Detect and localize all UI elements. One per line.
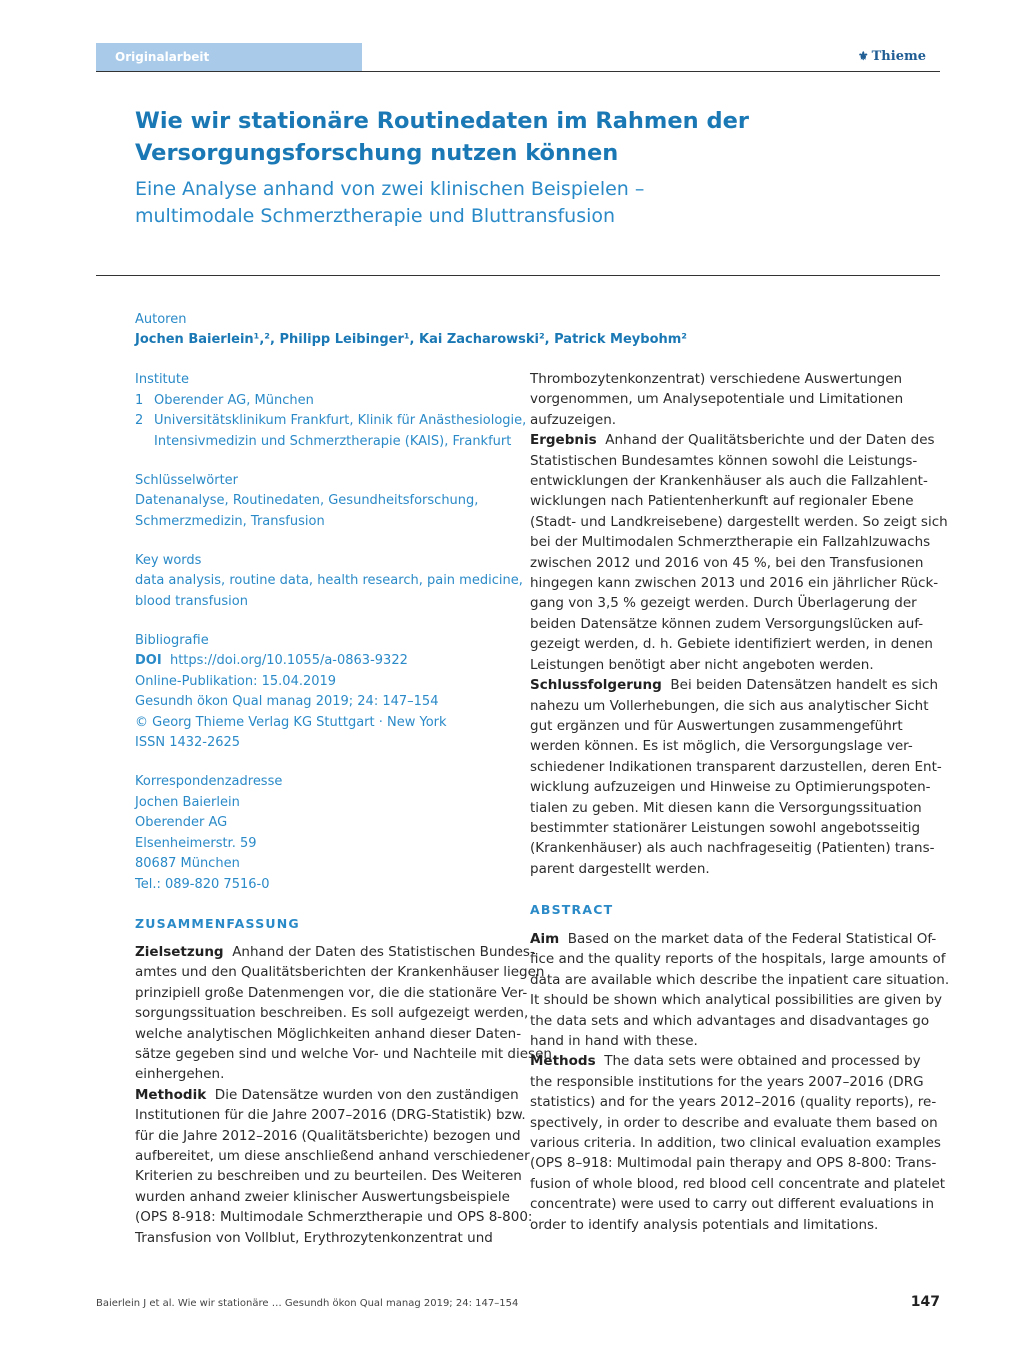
page-number: 147 [910, 1294, 940, 1310]
methods-line: spectively, in order to describe and evaluate them based on [530, 1114, 938, 1131]
keywords-en-group [135, 551, 523, 613]
journal-citation: Gesundh ökon Qual manag 2019; 24: 147–154 [135, 694, 439, 709]
schluss-line: wicklung aufzuzeigen und Hinweise zu Optimierungspoten- [530, 779, 931, 796]
zusammenfassung-body-left [135, 942, 552, 1248]
category-label: Originalarbeit [96, 43, 362, 72]
text-run: Bei beiden Datensätzen handelt es sich [670, 677, 938, 694]
methods-line: (OPS 8–918: Multimodal pain therapy and OPS 8-800: Trans- [530, 1155, 937, 1172]
zielsetzung-line: prinzipiell große Datenmengen vor, die die stationäre Ver- [135, 984, 528, 1001]
methods-line [530, 1051, 921, 1071]
institute-text [154, 391, 314, 412]
keywords-de-line: Schmerzmedizin, Transfusion [135, 513, 325, 529]
schluss-line: schiedener Indikationen transparent darzustellen, deren Ent- [530, 758, 942, 775]
article-subtitle [135, 176, 875, 230]
issn: ISSN 1432-2625 [135, 735, 241, 750]
aim-line: It should be shown which analytical possibilities are given by [530, 992, 943, 1009]
abstract-heading: ABSTRACT [530, 902, 614, 917]
keywords-en-heading: Key words [135, 552, 202, 568]
schluss-line: nahezu um Vollerhebungen, die sich aus analytischer Sicht [530, 697, 929, 714]
zielsetzung-line: sätze gegeben sind und welche Vor- und Nachteile mit diesen [135, 1046, 552, 1063]
zielsetzung-line: sorgungssituation beschreiben. Es soll aufgezeigt werden, [135, 1005, 529, 1022]
correspondence-heading: Korrespondenzadresse [135, 774, 283, 789]
schluss-label: Schlussfolgerung [530, 677, 662, 694]
methodik-line: für die Jahre 2012–2016 (Qualitätsberichte) bezogen und [135, 1127, 521, 1144]
schluss-line: tialen zu geben. Mit diesen kann die Versorgungssituation [530, 799, 922, 816]
correspondence-group [135, 772, 507, 895]
methodik-line [135, 1085, 519, 1105]
methods-line: concentrate) were used to carry out different evaluations in [530, 1196, 935, 1213]
ergebnis-line: entwicklungen der Krankenhäuser als auch die Fallzahlent- [530, 473, 928, 490]
methodik-line: Kriterien zu beschreiben und zu beurteilen. Des Weiteren [135, 1168, 522, 1185]
institute-line: Universitätsklinikum Frankfurt, Klinik für Anästhesiologie, [154, 413, 527, 428]
ergebnis-line: Statistischen Bundesamtes können sowohl die Leistungs- [530, 452, 918, 469]
schluss-line: bestimmter stationärer Leistungen sowohl angebotsseitig [530, 819, 921, 836]
text-run: Die Datensätze wurden von den zuständigen [214, 1086, 519, 1103]
text-run: The data sets were obtained and processed by [604, 1053, 921, 1070]
methodik-line: (OPS 8-918: Multimodale Schmerztherapie und OPS 8-800: [135, 1209, 533, 1226]
methods-label: Methods [530, 1053, 596, 1070]
article-title [135, 105, 875, 169]
bibliography-group [135, 631, 507, 754]
zusammenfassung-heading: ZUSAMMENFASSUNG [135, 916, 300, 931]
ergebnis-line [530, 430, 935, 450]
thieme-logo-icon: ⚜ [857, 49, 869, 63]
copyright: © Georg Thieme Verlag KG Stuttgart · New York [135, 714, 447, 730]
institute-item [135, 391, 507, 412]
institute-text [154, 411, 526, 452]
methodik-line: Thrombozytenkonzentrat) verschiedene Auswertungen [530, 371, 903, 387]
ergebnis-line: beiden Datensätze können zudem Versorgungslücken auf- [530, 615, 924, 632]
zielsetzung-line: einhergehen. [135, 1066, 225, 1083]
methods-line: the responsible institutions for the years 2007–2016 (DRG [530, 1073, 924, 1090]
correspondence-line: 80687 München [135, 856, 240, 871]
aim-line: the data sets and which advantages and disadvantages go [530, 1012, 930, 1029]
institute-item [135, 411, 527, 452]
doi-label: DOI [135, 653, 162, 668]
ergebnis-label: Ergebnis [530, 432, 597, 449]
correspondence-line: Jochen Baierlein [135, 794, 240, 810]
methodik-line: wurden anhand zweier klinischer Auswertungsbeispiele [135, 1188, 510, 1205]
schluss-line: (Krankenhäuser) als auch nachfrageseitig (Patienten) trans- [530, 840, 935, 857]
online-publication: Online-Publikation: 15.04.2019 [135, 673, 337, 689]
doi-row [135, 651, 507, 672]
zielsetzung-line: welche analytischen Möglichkeiten anhand dieser Daten- [135, 1025, 522, 1042]
header-rule [96, 71, 940, 72]
methodik-label: Methodik [135, 1086, 207, 1103]
schluss-line: parent dargestellt werden. [530, 860, 710, 877]
ergebnis-line: gang von 3,5 % gezeigt werden. Durch Überlagerung der [530, 595, 917, 612]
methodik-line: aufzuzeigen. [530, 411, 617, 428]
subtitle-line-1: Eine Analyse anhand von zwei klinischen Beispielen – [135, 178, 645, 200]
methodik-line: vorgenommen, um Analysepotentiale und Limitationen [530, 391, 904, 408]
methodik-line: aufbereitet, um diese anschließend anhand verschiedener [135, 1148, 530, 1165]
title-line-2: Versorgungsforschung nutzen können [135, 140, 619, 166]
zielsetzung-line: amtes und den Qualitätsberichten der Krankenhäuser liegen [135, 964, 545, 981]
text-run: Anhand der Daten des Statistischen Bundes- [232, 944, 535, 960]
methodik-line: Institutionen für die Jahre 2007–2016 (DRG-Statistik) bzw. [135, 1107, 526, 1124]
correspondence-line: Oberender AG [135, 815, 228, 830]
aim-line [530, 929, 937, 949]
authors-heading: Autoren [135, 312, 187, 327]
schluss-line: werden können. Es ist möglich, die Versorgungslage ver- [530, 738, 913, 755]
correspondence-line: Elsenheimerstr. 59 [135, 835, 257, 851]
zielsetzung-label: Zielsetzung [135, 944, 224, 960]
aim-line: fice and the quality reports of the hospitals, large amounts of [530, 951, 946, 968]
institute-line: Intensivmedizin und Schmerztherapie (KAIS), Frankfurt [154, 433, 512, 449]
subtitle-line-2: multimodale Schmerztherapie und Bluttransfusion [135, 205, 616, 227]
institutes-heading: Institute [135, 372, 189, 387]
keywords-de-heading: Schlüsselwörter [135, 472, 239, 488]
schluss-line [530, 675, 938, 695]
ergebnis-line: Leistungen benötigt aber nicht angeboten werden. [530, 656, 874, 673]
ergebnis-line: hingegen kann zwischen 2013 und 2016 ein jährlicher Rück- [530, 575, 939, 592]
institute-number: 1 [135, 392, 144, 408]
aim-line: data are available which describe the inpatient care situation. [530, 971, 950, 988]
publisher-name: Thieme [871, 49, 926, 64]
ergebnis-line: (Stadt- und Landkreisebene) dargestellt werden. So zeigt sich [530, 513, 948, 530]
methods-line: fusion of whole blood, red blood cell concentrate and platelet [530, 1175, 946, 1192]
zielsetzung-line [135, 942, 535, 962]
abstract-body [530, 929, 950, 1235]
ergebnis-line: zwischen 2012 und 2016 von 45 %, bei den Transfusionen [530, 554, 924, 571]
text-run: Anhand der Qualitätsberichte und der Daten des [605, 432, 935, 449]
methods-line: statistics) and for the years 2012–2016 (quality reports), re- [530, 1094, 937, 1111]
keywords-de-group [135, 471, 507, 533]
ergebnis-line: gezeigt werden, d. h. Gebiete identifiziert werden, in denen [530, 636, 933, 653]
institute-line: Oberender AG, München [154, 392, 314, 408]
publisher-logo [858, 49, 926, 64]
title-line-1: Wie wir stationäre Routinedaten im Rahmen der [135, 108, 749, 134]
bibliography-heading: Bibliografie [135, 632, 209, 648]
institutes-group [135, 370, 527, 452]
aim-line: hand in hand with these. [530, 1033, 698, 1050]
institute-number: 2 [135, 413, 144, 428]
ergebnis-line: wicklungen nach Patientenherkunft auf regionaler Ebene [530, 493, 914, 510]
keywords-en-line: data analysis, routine data, health research, pain medicine, [135, 573, 523, 588]
doi-link[interactable]: https://doi.org/10.1055/a-0863-9322 [169, 653, 408, 668]
keywords-en-line: blood transfusion [135, 593, 248, 609]
schluss-line: gut ergänzen und für Auswertungen zusammengeführt [530, 717, 903, 734]
keywords-de-line: Datenanalyse, Routinedaten, Gesundheitsforschung, [135, 493, 479, 508]
metadata-column [135, 370, 527, 914]
ergebnis-line: bei der Multimodalen Schmerztherapie ein Fallzahlzuwachs [530, 534, 931, 551]
methods-line: order to identify analysis potentials and limitations. [530, 1216, 879, 1233]
title-rule [96, 275, 940, 276]
methods-line: various criteria. In addition, two clinical evaluation examples [530, 1135, 941, 1152]
text-run: Based on the market data of the Federal Statistical Of- [567, 931, 937, 947]
author-names: Jochen Baierlein¹,², Philipp Leibinger¹, Kai Zacharowski², Patrick Meybohm² [135, 332, 687, 347]
correspondence-line: Tel.: 089-820 7516-0 [135, 876, 270, 892]
methodik-line: Transfusion von Vollblut, Erythrozytenkonzentrat und [135, 1229, 493, 1246]
zusammenfassung-body-right [530, 369, 948, 879]
aim-label: Aim [530, 931, 560, 947]
footer-citation: Baierlein J et al. Wie wir stationäre … Gesundh ökon Qual manag 2019; 24: 147–154 [96, 1298, 519, 1309]
